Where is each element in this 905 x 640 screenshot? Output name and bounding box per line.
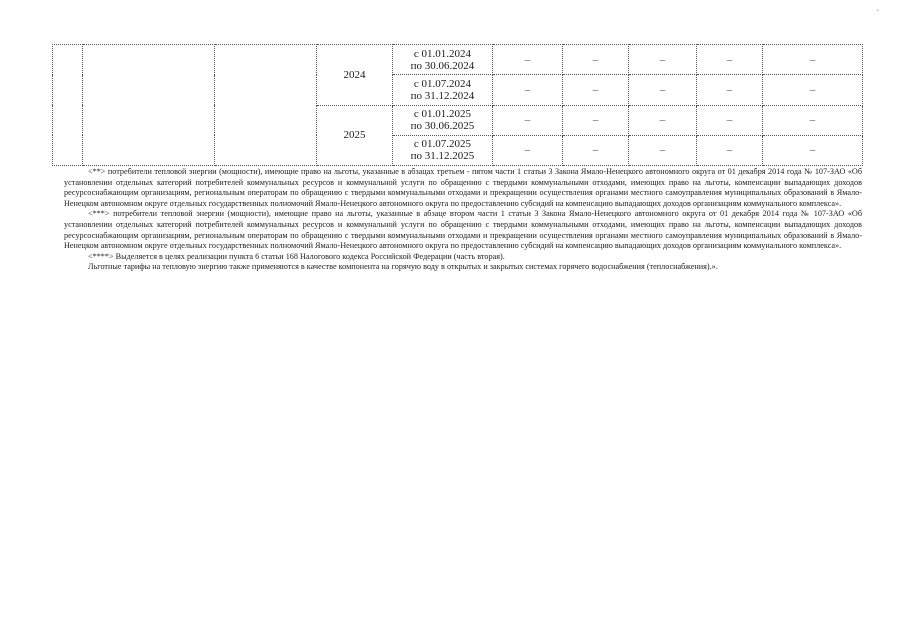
value-cell: – bbox=[563, 75, 629, 105]
value-cell: – bbox=[763, 105, 863, 135]
value-cell: – bbox=[493, 45, 563, 75]
period-to: по 30.06.2025 bbox=[410, 120, 475, 133]
period-cell bbox=[393, 135, 493, 165]
year-cell: 2025 bbox=[317, 105, 393, 166]
value-cell: – bbox=[493, 105, 563, 135]
value-cell: – bbox=[763, 45, 863, 75]
footnote-tariff-note: Льготные тарифы на тепловую энергию также применяются в качестве компонента на горячую воду в открытых и закрытых системах горячего водоснабжения (теплоснабжения).». bbox=[88, 262, 718, 272]
period-from: с 01.01.2025 bbox=[413, 108, 472, 121]
tariff-table bbox=[52, 44, 863, 166]
period-cell bbox=[393, 45, 493, 75]
value-cell: – bbox=[763, 135, 863, 165]
period-to: по 31.12.2024 bbox=[410, 89, 475, 102]
value-cell: – bbox=[763, 75, 863, 105]
value-cell: – bbox=[629, 135, 697, 165]
corner-mark: · bbox=[876, 6, 880, 17]
period-from: с 01.01.2024 bbox=[413, 47, 472, 60]
value-cell: – bbox=[563, 135, 629, 165]
value-cell: – bbox=[697, 105, 763, 135]
table-row bbox=[53, 45, 863, 75]
value-cell: – bbox=[563, 45, 629, 75]
year-cell: 2024 bbox=[317, 45, 393, 106]
value-cell: – bbox=[629, 45, 697, 75]
period-from: с 01.07.2024 bbox=[413, 77, 472, 90]
footnotes bbox=[64, 167, 862, 273]
footnote-quad-star: <****> Выделяется в целях реализации пункта 6 статьи 168 Налогового кодекса Российской Федерации (часть вторая). bbox=[88, 251, 505, 261]
period-to: по 31.12.2025 bbox=[410, 150, 475, 163]
period-to: по 30.06.2024 bbox=[410, 59, 475, 72]
period-cell bbox=[393, 75, 493, 105]
value-cell: – bbox=[493, 75, 563, 105]
table-cell-empty bbox=[215, 45, 317, 166]
period-cell bbox=[393, 105, 493, 135]
value-cell: – bbox=[697, 135, 763, 165]
period-from: с 01.07.2025 bbox=[413, 138, 472, 151]
value-cell: – bbox=[697, 45, 763, 75]
value-cell: – bbox=[493, 135, 563, 165]
value-cell: – bbox=[697, 75, 763, 105]
value-cell: – bbox=[563, 105, 629, 135]
table-cell-empty bbox=[53, 45, 83, 166]
value-cell: – bbox=[629, 75, 697, 105]
footnote-triple-star: <***> потребители тепловой энергии (мощности), имеющие право на льготы, указанные в абзаце втором части 1 статьи 3 Закона Ямало-Ненецкого автономного округа от 01 декабря 2014 года № 107-ЗАО «Об установлении отдельных категорий потребителей коммунальных ресурсов и коммунальной услуги по обращению с твердыми коммунальными отходами, имеющих право на льготы, компенсации выпадающих доходов ресурсоснабжающим организациям, региональным операторам по обращению с твердыми коммунальными отходами и прекращении осуществления органами местного самоуправления муниципальных образований в Ямало-Ненецком автономном округе отдельных государственных полномочий Ямало-Ненецкого автономного округа по предоставлению субсидий на компенсацию выпадающих доходов организациям коммунального комплекса». bbox=[64, 209, 862, 251]
table-cell-empty bbox=[83, 45, 215, 166]
value-cell: – bbox=[629, 105, 697, 135]
footnote-double-star: <**> потребители тепловой энергии (мощности), имеющие право на льготы, указанные в абзацах третьем - пятом части 1 статьи 3 Закона Ямало-Ненецкого автономного округа от 01 декабря 2014 года № 107-ЗАО «Об установлении отдельных категорий потребителей коммунальных ресурсов и коммунальной услуги по обращению с твердыми коммунальными отходами, имеющих право на льготы, компенсации выпадающих доходов ресурсоснабжающим организациям, региональным операторам по обращению с твердыми коммунальными отходами и прекращении осуществления органами местного самоуправления муниципальных образований в Ямало-Ненецком автономном округе отдельных государственных полномочий Ямало-Ненецкого автономного округа по предоставлению субсидий на компенсацию выпадающих доходов организациям коммунального комплекса». bbox=[64, 167, 862, 208]
